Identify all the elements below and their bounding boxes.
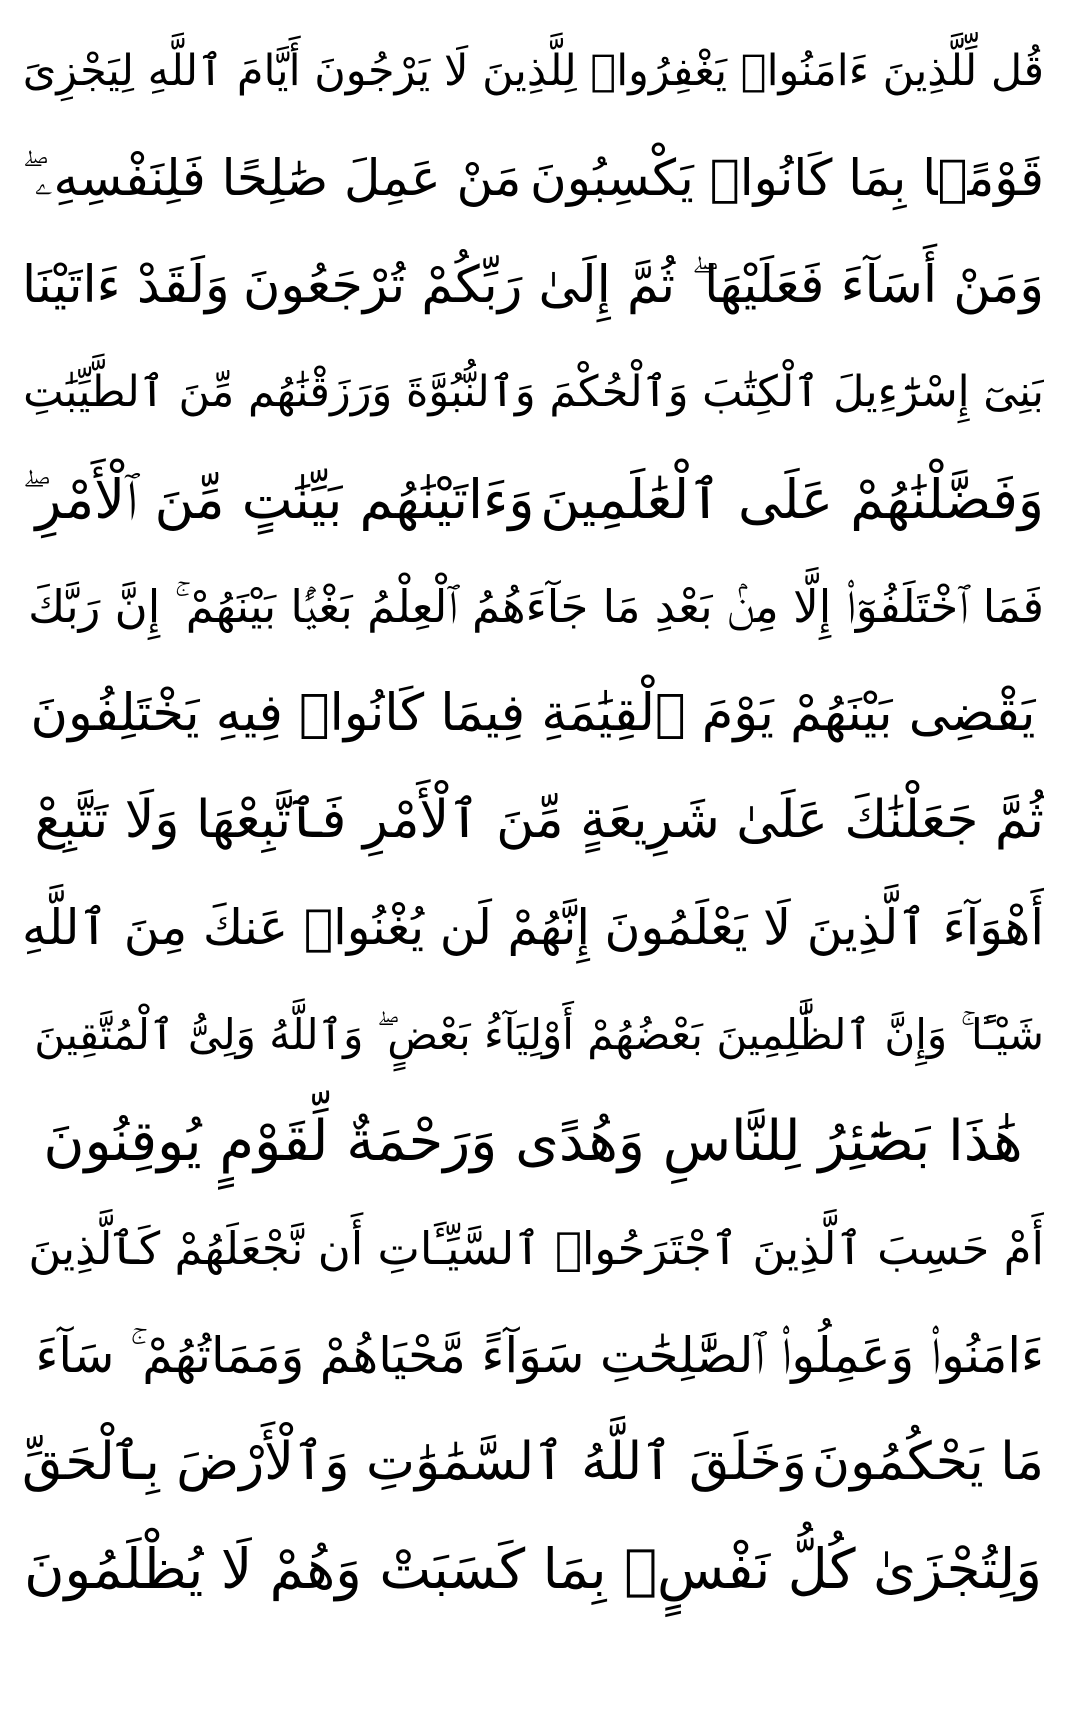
verse-text-start: وَخَلَقَ ٱللَّهُ ٱلسَّمَٰوَٰتِ وَٱلْأَرْضَ بِٱلْحَقِّ [22, 1432, 807, 1492]
text-line-7 [22, 660, 1044, 767]
verse-text: ءَامَنُوا۟ وَعَمِلُوا۟ ٱلصَّٰلِحَٰتِ سَوَآءً مَّحْيَاهُمْ وَمَمَاتُهُمْ ۚ سَآءَ [35, 1327, 1044, 1384]
text-line-14 [22, 1409, 1044, 1516]
verse-text-end: وَمَنْ أَسَآءَ فَعَلَيْهَا ۖ ثُمَّ إِلَىٰ رَبِّكُمْ تُرْجَعُونَ [242, 256, 1044, 315]
text-line-2 [22, 125, 1044, 232]
verse-text: وَلِتُجْزَىٰ كُلُّ نَفْسٍۭ بِمَا كَسَبَتْ وَهُمْ لَا يُظْلَمُونَ [24, 1537, 1042, 1601]
verse-text-end: أَهْوَآءَ ٱلَّذِينَ لَا يَعْلَمُونَ [604, 899, 1044, 956]
verse-text-start: وَلَقَدْ ءَاتَيْنَا [22, 256, 230, 315]
text-line-5 [22, 446, 1044, 553]
verse-text-start: وَءَاتَيْنَٰهُم بَيِّنَٰتٍ مِّنَ ٱلْأَمْرِ ۖ [22, 468, 535, 531]
text-line-9 [22, 874, 1044, 981]
verse-text-end: وَفَضَّلْنَٰهُمْ عَلَى ٱلْعَٰلَمِينَ [540, 468, 1044, 531]
verse-text-start: إِنَّهُمْ لَن يُغْنُوا۟ عَنكَ مِنَ ٱللَّهِ [22, 899, 590, 956]
text-line-15 [22, 1516, 1044, 1623]
text-line-10 [22, 981, 1044, 1088]
verse-text: شَيْـًٔا ۚ وَإِنَّ ٱلظَّٰلِمِينَ بَعْضُهُمْ أَوْلِيَآءُ بَعْضٍ ۖ وَٱللَّهُ وَلِىُّ ٱلْمُتَّقِينَ [34, 1010, 1044, 1059]
verse-text: أَمْ حَسِبَ ٱلَّذِينَ ٱجْتَرَحُوا۟ ٱلسَّيِّـَٔاتِ أَن نَّجْعَلَهُمْ كَٱلَّذِينَ [28, 1222, 1044, 1275]
verse-text-end: قَوْمًۢا بِمَا كَانُوا۟ يَكْسِبُونَ [530, 149, 1044, 207]
text-line-11 [22, 1088, 1044, 1195]
text-line-4 [22, 339, 1044, 446]
verse-text: ثُمَّ جَعَلْنَٰكَ عَلَىٰ شَرِيعَةٍ مِّنَ ٱلْأَمْرِ فَٱتَّبِعْهَا وَلَا تَتَّبِعْ [34, 790, 1044, 850]
verse-text: قُل لِّلَّذِينَ ءَامَنُوا۟ يَغْفِرُوا۟ لِلَّذِينَ لَا يَرْجُونَ أَيَّامَ ٱللَّهِ لِيَجْزِىَ [22, 46, 1044, 96]
text-line-6 [22, 553, 1044, 660]
text-line-13 [22, 1302, 1044, 1409]
verse-text: فَمَا ٱخْتَلَفُوٓا۟ إِلَّا مِنۢ بَعْدِ مَا جَآءَهُمُ ٱلْعِلْمُ بَغْيًۢا بَيْنَهُمْ ۚ إِنَّ رَبَّكَ [28, 580, 1044, 633]
text-line-1 [22, 18, 1044, 125]
verse-text: هَٰذَا بَصَٰٓئِرُ لِلنَّاسِ وَهُدًى وَرَحْمَةٌ لِّقَوْمٍ يُوقِنُونَ [43, 1109, 1023, 1174]
verse-text-end: مَا يَحْكُمُونَ [811, 1432, 1044, 1492]
text-line-12 [22, 1195, 1044, 1302]
verse-text: يَقْضِى بَيْنَهُمْ يَوْمَ ٱلْقِيَٰمَةِ فِيمَا كَانُوا۟ فِيهِ يَخْتَلِفُونَ [30, 684, 1036, 743]
verse-text-start: مَنْ عَمِلَ صَٰلِحًا فَلِنَفْسِهِۦ ۖ [22, 149, 522, 207]
verse-text: بَنِىٓ إِسْرَٰٓءِيلَ ٱلْكِتَٰبَ وَٱلْحُكْمَ وَٱلنُّبُوَّةَ وَرَزَقْنَٰهُم مِّنَ ٱلطَّيِّبَٰتِ [23, 367, 1044, 417]
text-line-3 [22, 232, 1044, 339]
text-line-8 [22, 767, 1044, 874]
